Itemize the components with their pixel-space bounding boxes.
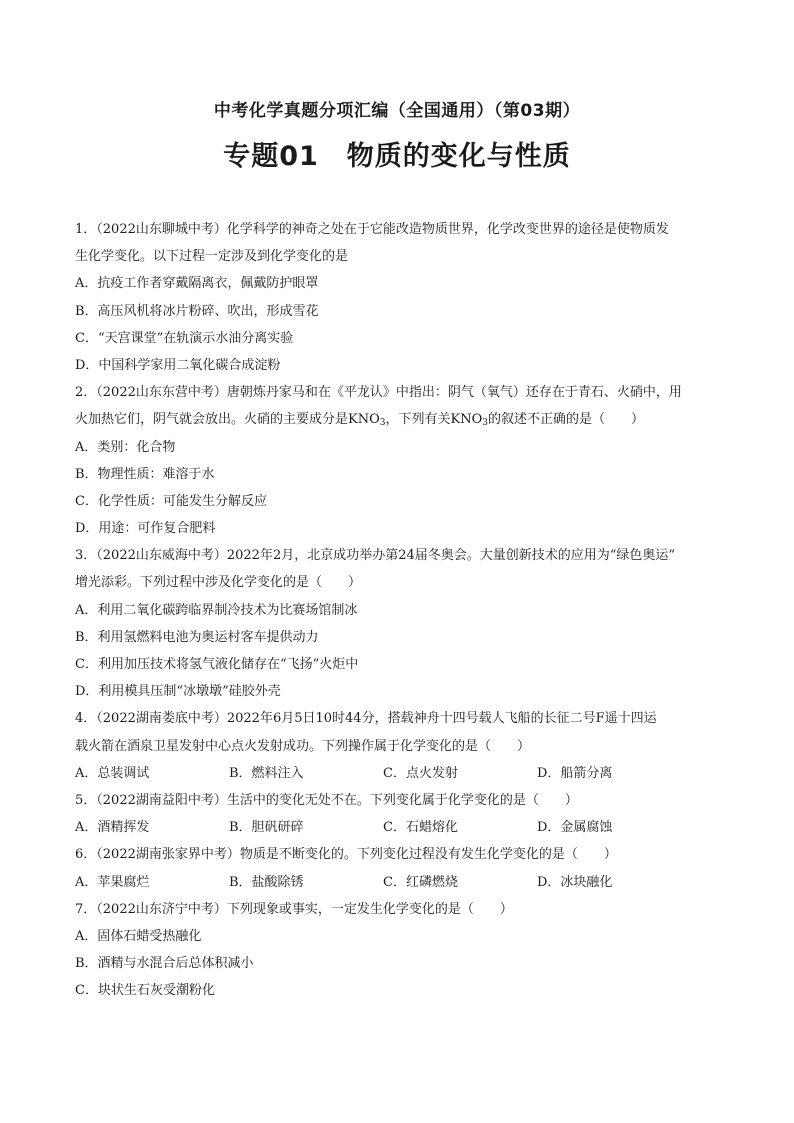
option-c: C．利用加压技术将氢气液化储存在“飞扬”火炬中 <box>75 657 359 672</box>
question-stem: 2．（2022山东东营中考）唐朝炼丹家马和在《平龙认》中指出：阴气（氧气）还存在于青石、火硝中，用 <box>75 385 682 401</box>
option-b: B．酒精与水混合后总体积减小 <box>75 956 254 972</box>
question-stem: 1．（2022山东聊城中考）化学科学的神奇之处在于它能改造物质世界，化学改变世界的途径是使物质发 <box>75 222 669 237</box>
option-d: D．金属腐蚀 <box>537 820 613 836</box>
question-5 <box>75 787 725 841</box>
question-stem: 7．（2022山东济宁中考）下列现象或事实，一定发生化学变化的是（ ） <box>75 901 513 917</box>
option-c: C．“天宫课堂”在轨演示水油分离实验 <box>75 330 294 346</box>
question-stem: 3．（2022山东威海中考）2022年2月，北京成功举办第24届冬奥会。大量创新技术的应用为“绿色奥运” <box>75 548 676 564</box>
option-a: A．总装调试 <box>75 765 150 781</box>
question-3 <box>75 542 725 705</box>
option-d: D．用途：可作复合肥料 <box>75 521 216 537</box>
option-c: C．红磷燃烧 <box>383 874 458 890</box>
question-stem: 载火箭在酒泉卫星发射中心点火发射成功。下列操作属于化学变化的是（ ） <box>75 738 531 754</box>
question-stem: 生化学变化。以下过程一定涉及到化学变化的是 <box>75 249 349 265</box>
option-b: B．胆矾研碎 <box>229 820 304 836</box>
option-b: B．燃料注入 <box>229 765 304 781</box>
question-1 <box>75 216 725 379</box>
formula-subscript: 3 <box>482 418 488 429</box>
question-6 <box>75 841 725 895</box>
option-c: C．化学性质：可能发生分解反应 <box>75 493 267 509</box>
option-b: B．盐酸除锈 <box>229 874 304 890</box>
question-7 <box>75 896 725 1005</box>
stem-text: ，下列有关KNO <box>385 412 483 428</box>
formula-subscript: 3 <box>379 418 386 429</box>
option-d: D．船箭分离 <box>537 765 613 781</box>
question-2 <box>75 379 725 542</box>
option-a: A．固体石蜡受热融化 <box>75 928 202 944</box>
question-4 <box>75 705 725 787</box>
document-title: 中考化学真题分项汇编（全国通用）（第03期） <box>213 101 581 121</box>
option-b: B．利用氢燃料电池为奥运村客车提供动力 <box>75 629 319 645</box>
option-b: B．物理性质：难溶于水 <box>75 466 215 482</box>
option-d: D．利用模具压制“冰墩墩”硅胶外壳 <box>75 684 281 700</box>
option-c: C．石蜡熔化 <box>383 820 458 836</box>
option-a: A．类别：化合物 <box>75 439 176 455</box>
option-a: A．苹果腐烂 <box>75 874 150 890</box>
document-subtitle: 专题01 物质的变化与性质 <box>223 141 571 172</box>
option-c: C．块状生石灰受潮粉化 <box>75 983 215 999</box>
option-a: A．酒精挥发 <box>75 820 150 836</box>
option-row <box>75 869 725 896</box>
question-stem: 6．（2022湖南张家界中考）物质是不断变化的。下列变化过程没有发生化学变化的是（ ） <box>75 847 617 863</box>
option-row <box>75 814 725 841</box>
option-a: A．利用二氧化碳跨临界制冷技术为比赛场馆制冰 <box>75 602 358 618</box>
option-c: C．点火发射 <box>383 765 458 781</box>
question-stem <box>75 406 725 433</box>
option-b: B．高压风机将冰片粉碎、吹出，形成雪花 <box>75 303 319 319</box>
stem-text: 的叙述不正确的是（ ） <box>487 412 644 428</box>
question-list <box>75 216 725 1004</box>
option-a: A．抗疫工作者穿戴隔离衣，佩戴防护眼罩 <box>75 276 319 292</box>
option-d: D．中国科学家用二氧化碳合成淀粉 <box>75 357 281 373</box>
stem-text: 火加热它们，阴气就会放出。火硝的主要成分是KNO <box>75 412 380 428</box>
option-row <box>75 760 725 787</box>
question-stem: 增光添彩。下列过程中涉及化学变化的是（ ） <box>75 575 362 591</box>
option-d: D．冰块融化 <box>537 874 613 890</box>
question-stem: 4．（2022湖南娄底中考）2022年6月5日10时44分，搭载神舟十四号载人飞船的长征二号F遥十四运 <box>75 711 657 727</box>
question-stem: 5．（2022湖南益阳中考）生活中的变化无处不在。下列变化属于化学变化的是（ ） <box>75 792 578 808</box>
